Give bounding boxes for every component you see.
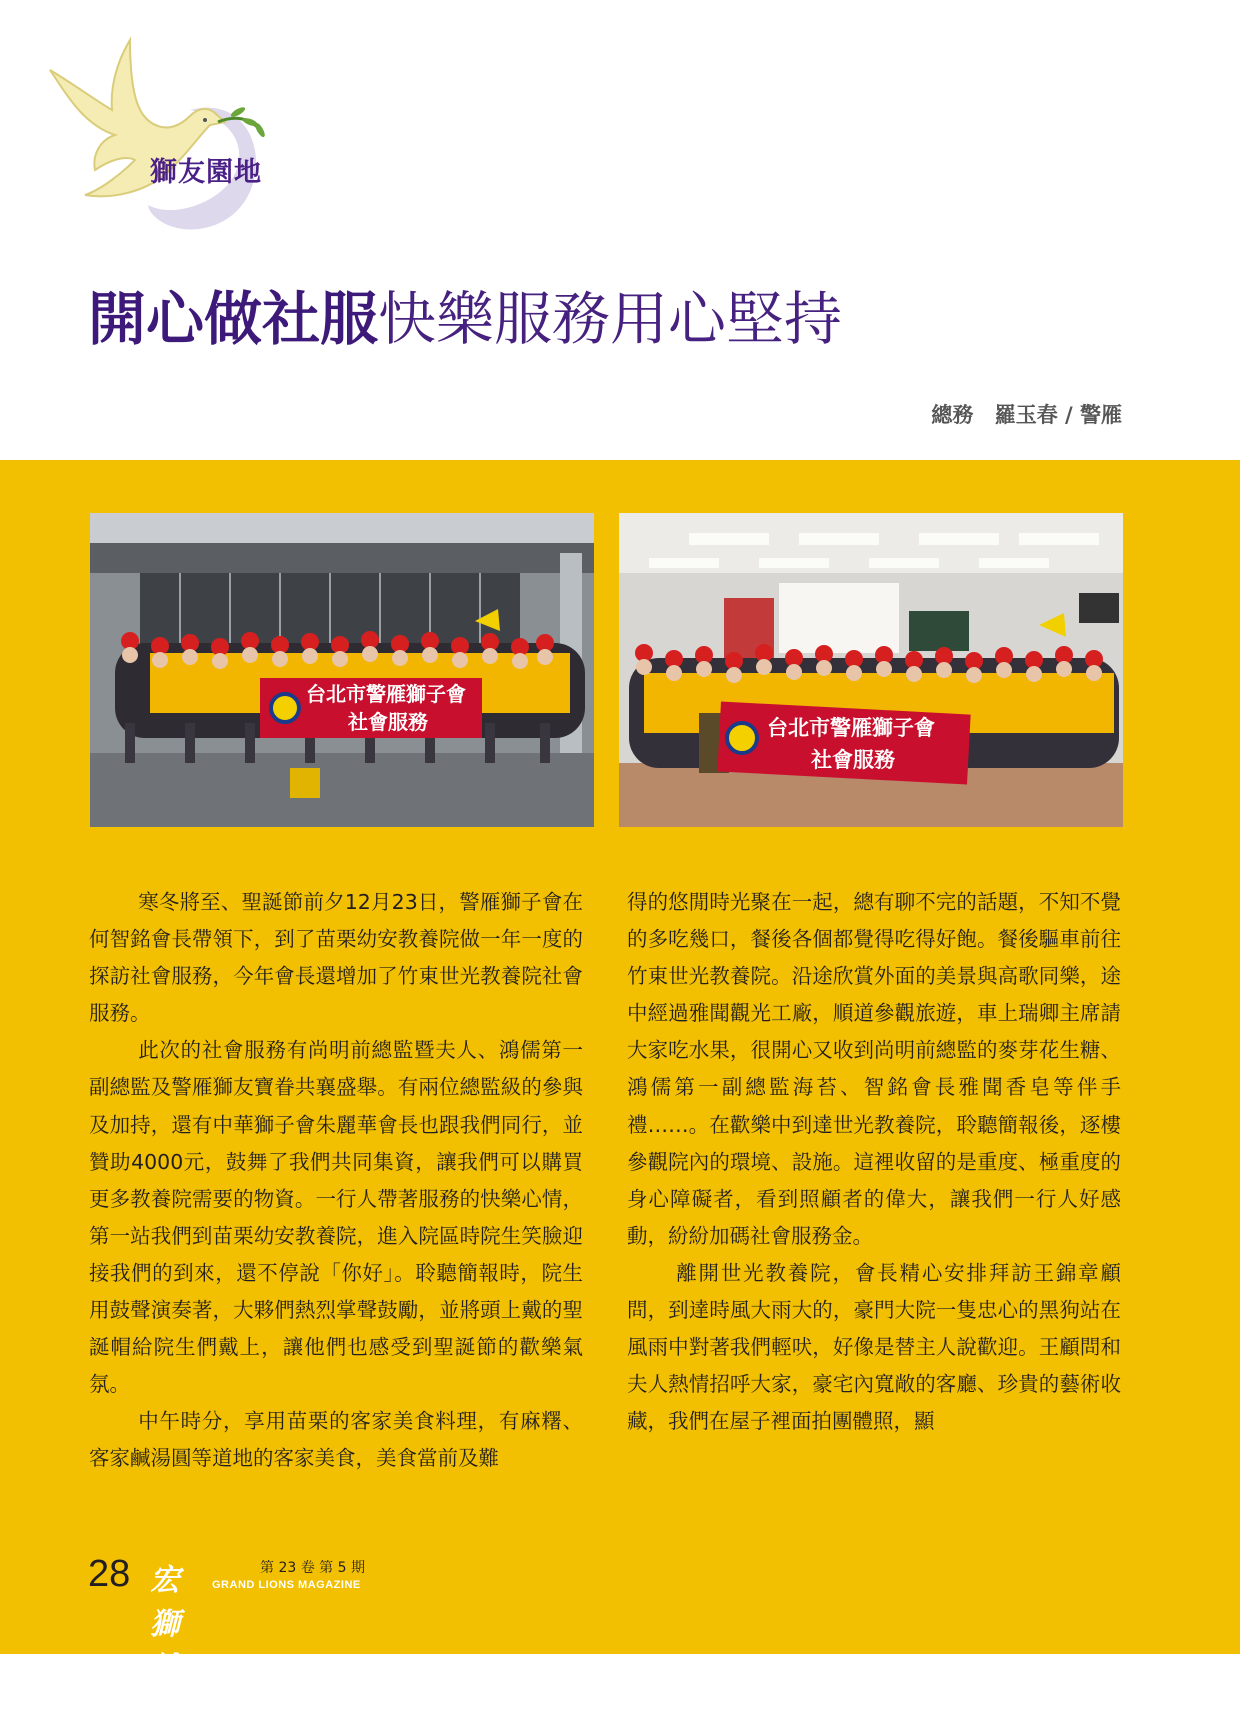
page-number: 28: [88, 1553, 131, 1595]
dove-icon: [40, 30, 290, 240]
paragraph: 中午時分，享用苗栗的客家美食料理，有麻糬、客家鹹湯圓等道地的客家美食，美食當前及難: [89, 1409, 583, 1471]
byline-name: 羅玉春 / 警雁: [994, 403, 1122, 427]
banner-line2-hall: 社會服務: [811, 747, 895, 772]
magazine-name: 宏獅雜誌: [150, 1563, 182, 1730]
article-title: [88, 285, 843, 353]
group-photo-hall: [619, 513, 1123, 827]
section-label: 獅友園地: [150, 157, 262, 188]
article-column-left: [89, 884, 583, 1478]
paragraph: 離開世光教養院，會長精心安排拜訪王錦章顧問，到達時風大雨大的，豪門大院一隻忠心的黑狗站在風雨中對著我們輕吠，好像是替主人說歡迎。王顧問和夫人熱情招呼大家，豪宅內寬敞的客廳、珍貴的藝術收藏，我們在屋子裡面拍團體照，顯: [627, 1260, 1121, 1434]
article-column-right: [627, 884, 1121, 1440]
issue-number: 第 23 卷 第 5 期: [260, 1560, 365, 1576]
title-light: 快樂服務用心堅持: [378, 285, 843, 353]
section-logo: [40, 30, 290, 240]
banner-line1-hall: 台北市警雁獅子會: [767, 715, 935, 740]
group-photo-entrance: [90, 513, 594, 827]
paragraph: 得的悠閒時光聚在一起，總有聊不完的話題，不知不覺的多吃幾口，餐後各個都覺得吃得好飽。餐後驅車前往竹東世光教養院。沿途欣賞外面的美景與高歌同樂，途中經過雅聞觀光工廠，順道參觀旅遊，車上瑞卿主席請大家吃水果，很開心又收到尚明前總監的麥芽花生糖、鴻儒第一副總監海苔、智銘會長雅聞香皂等伴手禮……。在歡樂中到達世光教養院，聆聽簡報後，逐樓參觀院內的環境、設施。這裡收留的是重度、極重度的身心障礙者，看到照顧者的偉大，讓我們一行人好感動，紛紛加碼社會服務金。: [627, 890, 1121, 1248]
byline: [925, 399, 1122, 429]
paragraph: 此次的社會服務有尚明前總監暨夫人、鴻儒第一副總監及警雁獅友寶眷共襄盛舉。有兩位總監級的參與及加持，還有中華獅子會朱麗華會長也跟我們同行，並贊助4000元，鼓舞了我們共同集資，讓我們可以購買更多教養院需要的物資。一行人帶著服務的快樂心情，第一站我們到苗栗幼安教養院，進入院區時院生笑臉迎接我們的到來，還不停說「你好」。聆聽簡報時，院生用鼓聲演奏著，大夥們熱烈掌聲鼓勵，並將頭上戴的聖誕帽給院生們戴上，讓他們也感受到聖誕節的歡樂氣氛。: [89, 1038, 583, 1397]
title-strong: 開心做社服: [88, 285, 379, 353]
banner-line1: 台北市警雁獅子會: [306, 682, 466, 706]
byline-role: 總務: [931, 403, 974, 427]
paragraph: 寒冬將至、聖誕節前夕12月23日，警雁獅子會在何智銘會長帶領下，到了苗栗幼安教養院做一年一度的探訪社會服務，今年會長還增加了竹東世光教養院社會服務。: [89, 890, 583, 1026]
magazine-name-en: GRAND LIONS MAGAZINE: [212, 1579, 361, 1591]
banner-line2: 社會服務: [348, 710, 428, 734]
